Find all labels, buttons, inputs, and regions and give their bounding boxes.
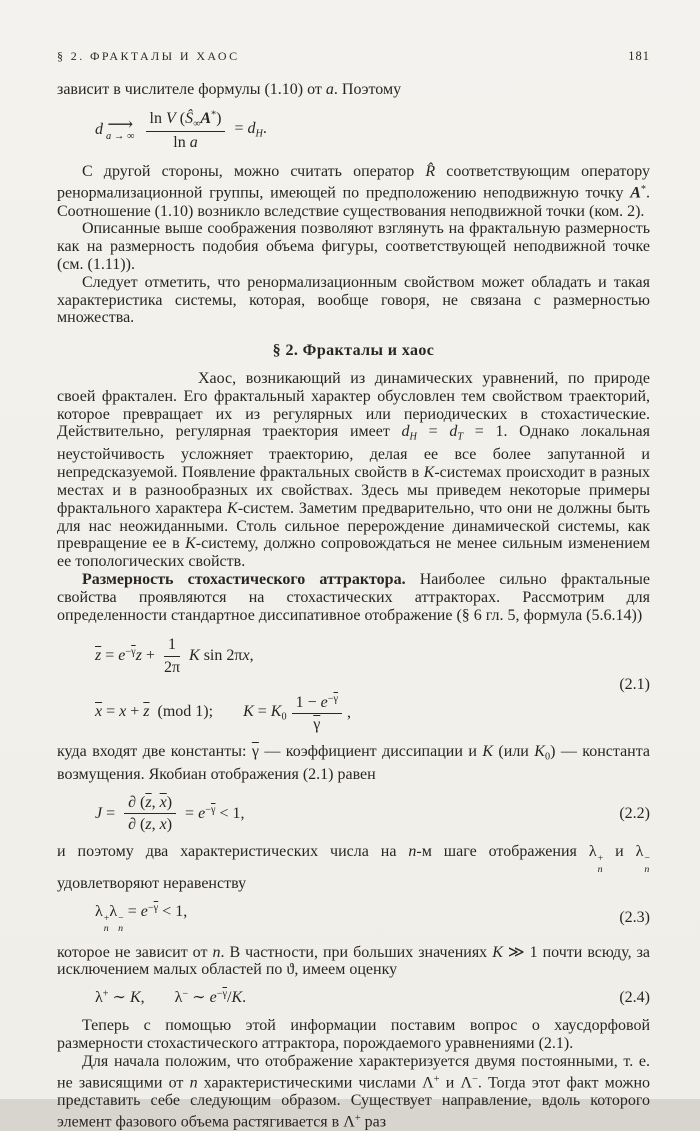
formula-hausdorff-limit <box>57 109 650 153</box>
paragraph-estimate: которое не зависит от n. В частности, при больших значениях K ≫ 1 почти всюду, за исключением малых областей по ϑ, имеем оценку <box>57 943 651 979</box>
formula-segment: K sin 2πx, <box>189 647 254 665</box>
fraction-jacobian <box>124 793 176 834</box>
formula-segment: , <box>347 704 352 722</box>
equation-number-2-1: (2.1) <box>619 675 650 693</box>
formula-segment: J = <box>95 804 120 822</box>
fraction-denominator: 2π <box>163 658 181 676</box>
paragraph-characteristic-numbers: и поэтому два характеристических числа на n-м шаге отображения λ + n и λ − n удовлетворяют неравенству <box>57 843 651 893</box>
fraction-lnV-lna <box>146 109 226 153</box>
paragraph-hausdorff-question: Теперь с помощью этой информации поставим вопрос о хаусдорфовой размерности стохастического аттрактора, порождаемого уравнениями (2.1). <box>57 1017 650 1053</box>
page-number: 181 <box>628 49 650 63</box>
fraction-numerator: 1 <box>164 635 180 656</box>
long-arrow-glyph: ⟶ <box>107 114 134 135</box>
paragraph-constants: куда входят две константы: $\overline{\gamma}$ — коэффициент диссипации и K (или $K_0$) — константа возмущения. Якобиан отображения (2.1) равен <box>57 743 651 784</box>
equation-number-2-3: (2.3) <box>619 909 650 927</box>
formula-segment: λ + n λ − n = $e^{-\overline{\gamma}} < 1$, <box>95 902 188 935</box>
fraction-dissipation <box>292 693 342 734</box>
fraction-denominator: ∂ (z, x) <box>128 816 173 834</box>
fraction-1-over-2pi <box>164 635 180 676</box>
fraction-numerator: ∂ ($\overline{z}$, $\overline{x}$) <box>124 793 176 814</box>
fraction-denominator: ln a <box>173 134 198 152</box>
formula-segment: λ+ ∼ K, λ− ∼ $e^{-\overline{\gamma}}/K$. <box>95 988 247 1007</box>
running-header <box>57 48 650 66</box>
paragraph-stochastic-attractor-dimension: Размерность стохастического аттрактора. Наиболее сильно фрактальные свойства проявляются на стохастических аттракторах. Рассмотрим для определенности стандартное диссипативное отображение (§ 6 гл. 5, формула (5.6.14)) <box>57 570 650 624</box>
formula-2-3 <box>57 902 650 935</box>
paragraph-continuation: зависит в числителе формулы (1.10) от a. Поэтому <box>57 80 402 98</box>
paragraph-fractal-dimension-view: Описанные выше соображения позволяют взглянуть на фрактальную размерность как на размерность подобия объема фигуры, соответствующей неподвижной точке (см. (1.11)). <box>57 220 650 273</box>
limit-label: a → ∞ <box>106 130 135 142</box>
fraction-denominator: γ <box>313 715 321 733</box>
formula-segment: $\overline{z} = e^{-\overline{\gamma}}z$ + <box>95 646 159 665</box>
limit-arrow <box>106 114 135 142</box>
formula-segment: = $e^{-\overline{\gamma}} < 1$, <box>181 804 245 822</box>
fraction-numerator: $1 - e^{-\overline{\gamma}}$ <box>292 693 342 714</box>
formula-2-4 <box>57 988 650 1008</box>
fraction-numerator: ln V $(Ŝ_\infty A^*)$ <box>146 109 226 133</box>
paragraph-renorm-property: Следует отметить, что ренормализационным свойством может обладать и такая характеристика системы, которая, вообще говоря, не связана с размерностью множества. <box>57 273 650 327</box>
paragraph-two-constants: Для начала положим, что отображение характеризуется двумя постоянными, т. е. не зависящими от n характеристическими числами Λ+ и Λ−. Тогда этот факт можно представить себе следующим образом. Существует направление, вдоль которого элемент фазового объема растягивается в Λ+ раз <box>57 1052 650 1131</box>
formula-2-1-line-1 <box>95 635 351 676</box>
formula-2-1 <box>57 635 650 734</box>
section-heading: § 2. Фракталы и хаос <box>272 342 435 360</box>
formula-lhs: d <box>95 121 103 139</box>
paragraph-chaos-is-fractal: Хаос, возникающий из динамических уравнений, по природе своей фрактален. Его фрактальный характер обусловлен тем свойством траекторий, которое превращает их из регулярных или периодических в стохастические. Действительно, регулярная траектория имеет $d_H = d_T = 1$. Однако локальная неустойчивость усложняет траекторию, делая ее все более запутанной и непредсказуемой. Появление фрактальных свойств в K-системах происходит в разных местах и в разнообразных их свойствах. Здесь мы приведем некоторые примеры фрактального характера K-систем. Заметим предварительно, что они не должны быть для нас неожиданными. Столь сильное перерождение динамической системы, как превращение ее в K-систему, должно сопровождаться не менее сильным изменением ее топологических свойств. <box>57 369 651 571</box>
formula-rhs: = $d_H$. <box>230 120 267 140</box>
running-header-section-label: § 2. ФРАКТАЛЫ И ХАОС <box>57 49 240 63</box>
equation-number-2-4: (2.4) <box>619 989 650 1007</box>
paragraph-renorm-operator: С другой стороны, можно считать оператор R̂ соответствующим оператору ренормализационной группы, имеющей по предположению неподвижную точку A*. Соотношение (1.10) возникло вследствие существования неподвижной точки (ком. 2). <box>57 163 650 220</box>
equation-number-2-2: (2.2) <box>619 804 650 822</box>
formula-2-1-line-2 <box>95 693 351 734</box>
formula-2-2 <box>57 793 650 834</box>
formula-segment: $\overline{x} = x + \overline{z}$ (mod 1); $K = K_0$ <box>95 703 287 723</box>
formula-2-1-lines <box>95 635 351 734</box>
